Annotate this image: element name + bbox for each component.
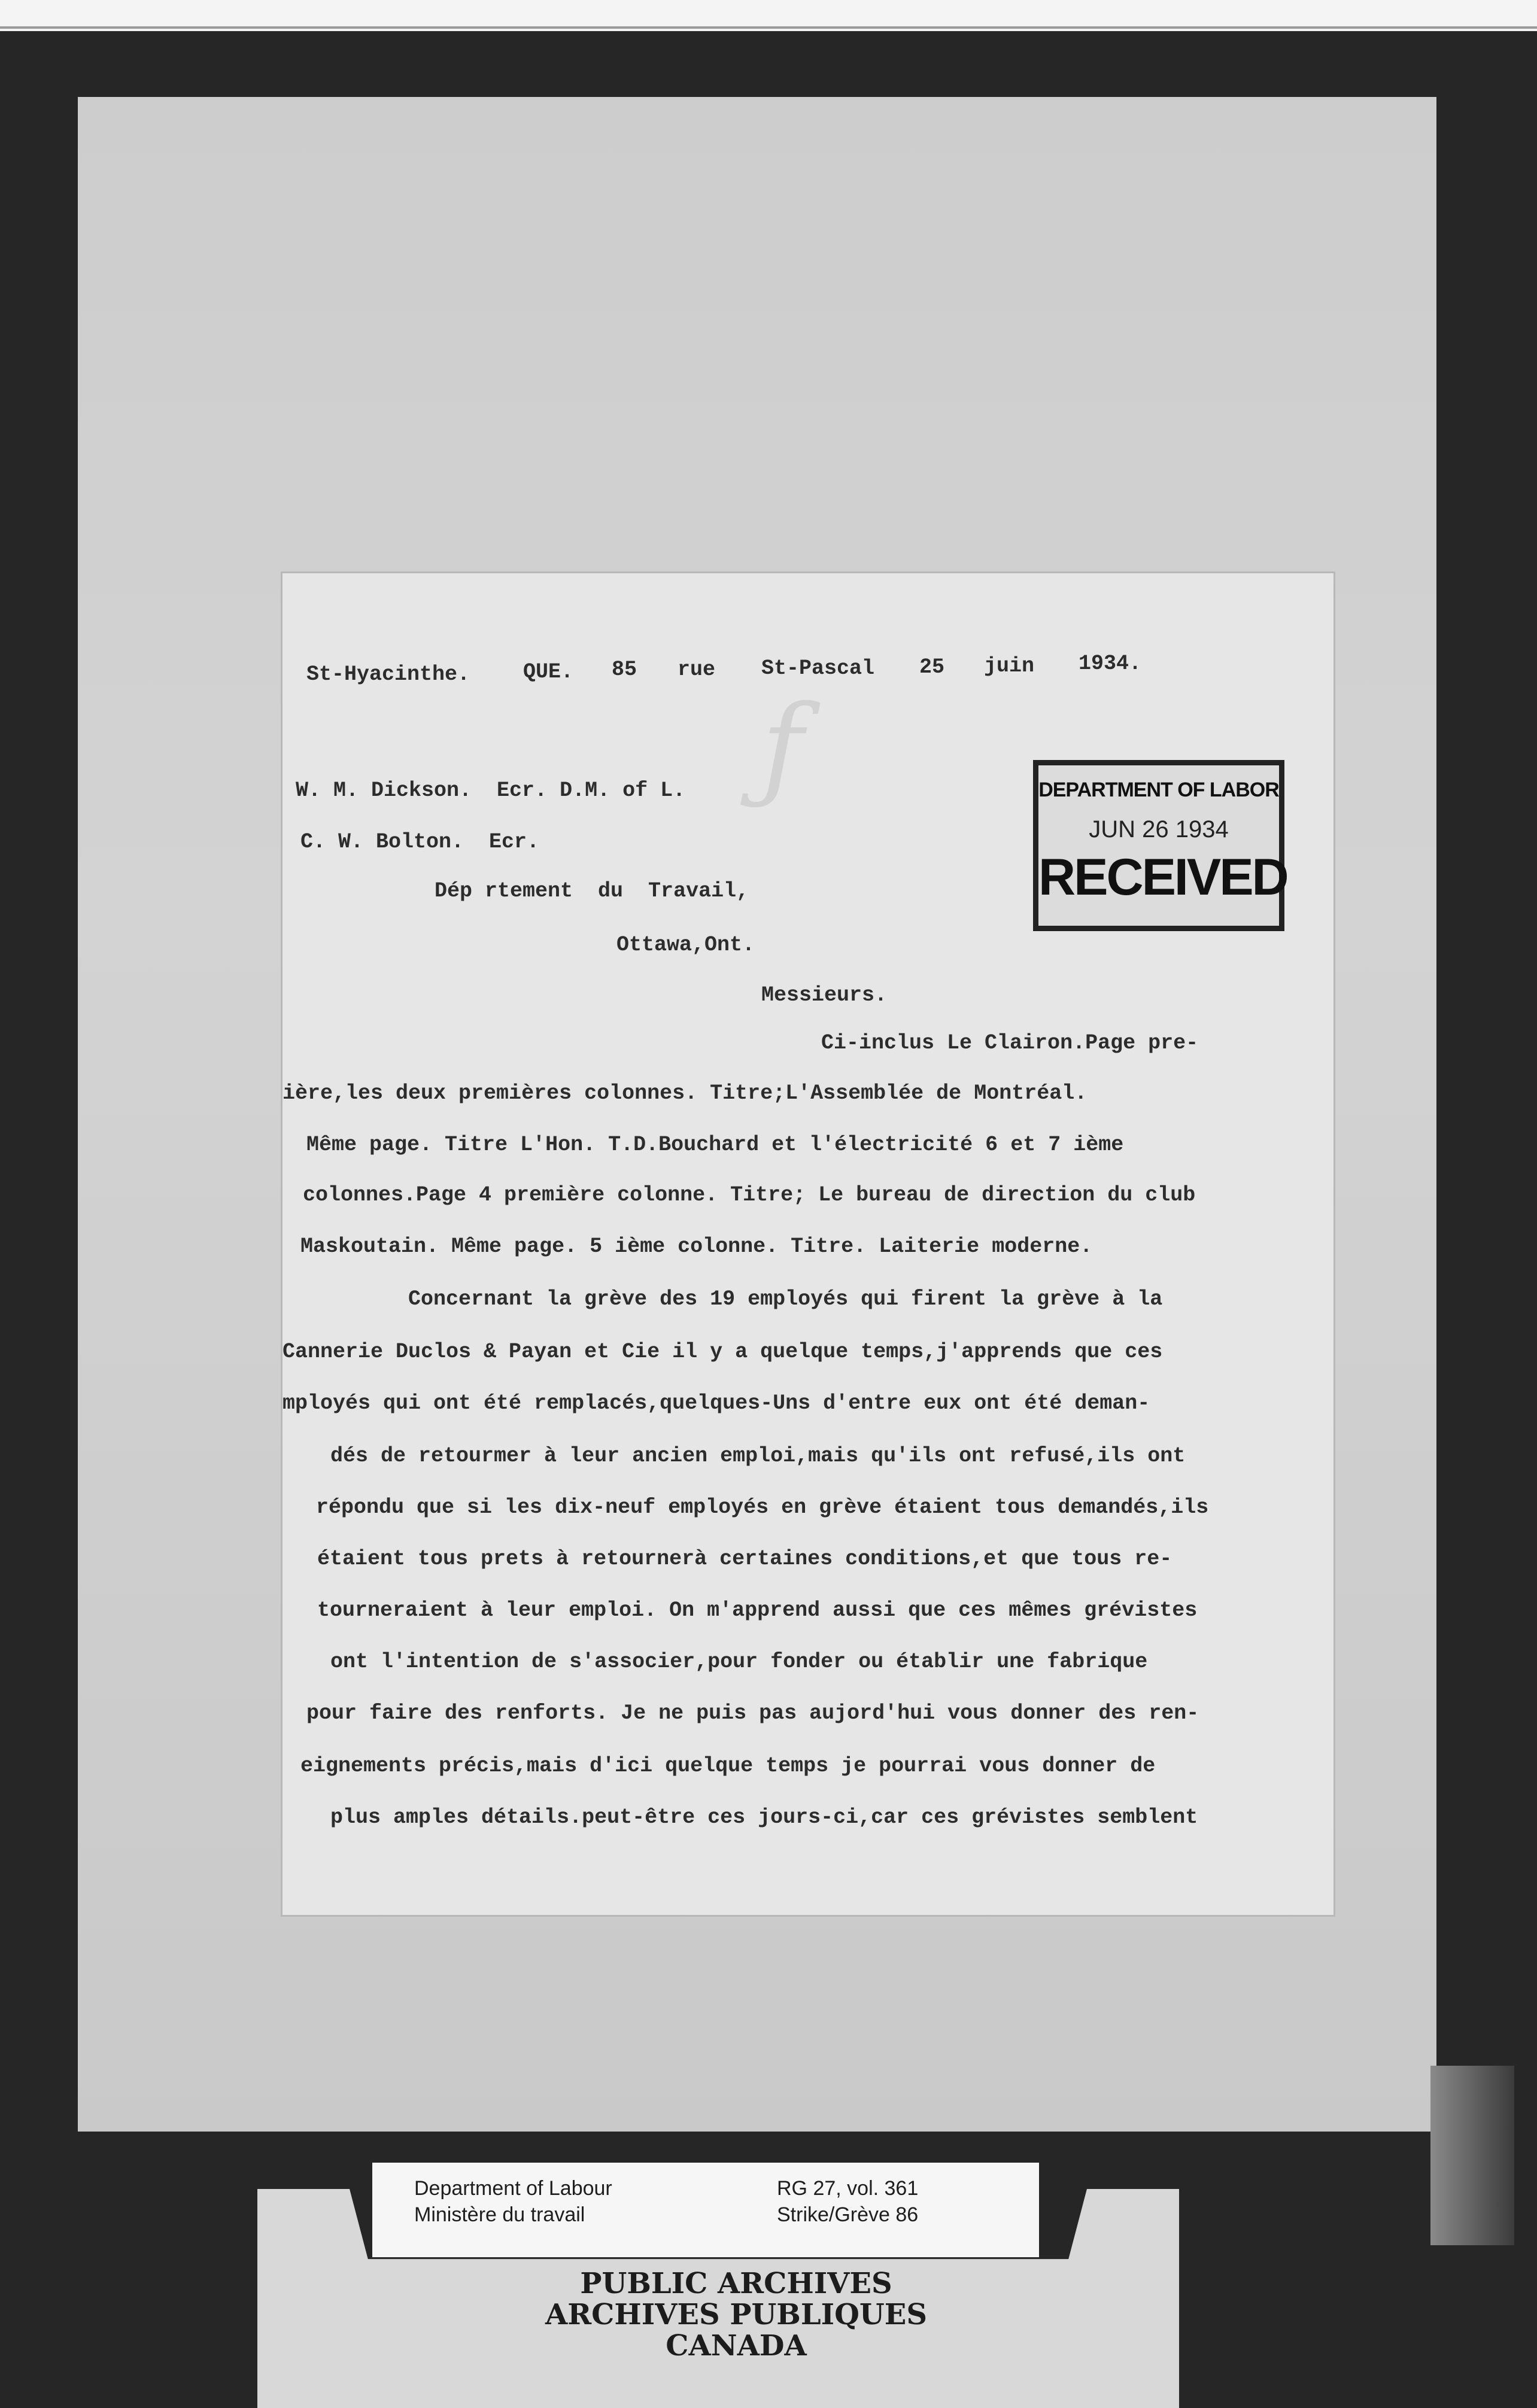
label-reference: RG 27, vol. 361 xyxy=(777,2177,919,2200)
recipient-line: W. M. Dickson. Ecr. D.M. of L. xyxy=(296,779,686,802)
received-stamp xyxy=(1033,760,1287,931)
archives-line: PUBLIC ARCHIVES xyxy=(580,2267,892,2300)
header-number: 85 xyxy=(612,658,637,682)
header-street-word: rue xyxy=(678,658,716,682)
stamp-date: JUN 26 1934 xyxy=(1089,816,1229,843)
label-dept-fr: Ministère du travail xyxy=(414,2203,585,2226)
body-line: étaient tous prets à retournerà certaines conditions,et que tous re- xyxy=(317,1547,1173,1571)
page-fold-shadow xyxy=(1430,2066,1514,2245)
archives-line: CANADA xyxy=(666,2329,807,2363)
archives-line: ARCHIVES PUBLIQUES xyxy=(545,2298,927,2331)
header-year: 1934. xyxy=(1079,652,1142,676)
body-line: pour faire des renforts. Je ne puis pas aujord'hui vous donner des ren- xyxy=(306,1701,1199,1725)
body-line: mployés qui ont été remplacés,quelques-Uns d'entre eux ont été deman- xyxy=(283,1391,1150,1415)
typed-letter xyxy=(283,573,1334,1915)
body-line: Ci-inclus Le Clairon.Page pre- xyxy=(821,1031,1199,1055)
body-line: Concernant la grève des 19 employés qui firent la grève à la xyxy=(408,1287,1163,1311)
body-line: répondu que si les dix-neuf employés en grève étaient tous demandés,ils xyxy=(316,1495,1209,1519)
header-street: St-Pascal xyxy=(761,656,875,680)
body-line: Maskoutain. Même page. 5 ième colonne. Titre. Laiterie moderne. xyxy=(300,1235,1093,1258)
body-line: Cannerie Duclos & Payan et Cie il y a quelque temps,j'apprends que ces xyxy=(283,1340,1163,1364)
body-line: tourneraient à leur emploi. On m'apprend aussi que ces mêmes grévistes xyxy=(317,1598,1198,1622)
body-line: ière,les deux premières colonnes. Titre;L'Assemblée de Montréal. xyxy=(283,1081,1088,1105)
body-line: plus amples détails.peut-être ces jours-ci,car ces grévistes semblent xyxy=(330,1805,1198,1829)
archives-stamp xyxy=(497,2269,976,2395)
salutation: Messieurs. xyxy=(761,983,888,1007)
body-line: colonnes.Page 4 première colonne. Titre; Le bureau de direction du club xyxy=(303,1183,1196,1207)
pencil-mark: ƒ xyxy=(761,681,804,813)
header-month: juin xyxy=(984,654,1035,678)
scan-top-rule xyxy=(0,26,1537,29)
stamp-status: RECEIVED xyxy=(1038,849,1287,906)
label-strike-number: Strike/Grève 86 xyxy=(777,2203,919,2226)
body-line: eignements précis,mais d'ici quelque temps je pourrai vous donner de xyxy=(300,1754,1156,1778)
recipient-line: Ottawa,Ont. xyxy=(616,933,755,957)
label-dept-en: Department of Labour xyxy=(414,2177,612,2200)
recipient-line: Dép rtement du Travail, xyxy=(435,879,749,903)
stamp-department: DEPARTMENT OF LABOR xyxy=(1038,779,1279,801)
header-province: QUE. xyxy=(523,660,574,684)
recipient-line: C. W. Bolton. Ecr. xyxy=(300,830,540,854)
body-line: Même page. Titre L'Hon. T.D.Bouchard et l'électricité 6 et 7 ième xyxy=(306,1133,1124,1157)
header-city: St-Hyacinthe. xyxy=(306,662,470,686)
body-line: ont l'intention de s'associer,pour fonder ou établir une fabrique xyxy=(330,1650,1148,1674)
archive-label xyxy=(372,2163,1039,2257)
body-line: dés de retourmer à leur ancien emploi,mais qu'ils ont refusé,ils ont xyxy=(330,1444,1186,1468)
header-day: 25 xyxy=(919,655,945,679)
